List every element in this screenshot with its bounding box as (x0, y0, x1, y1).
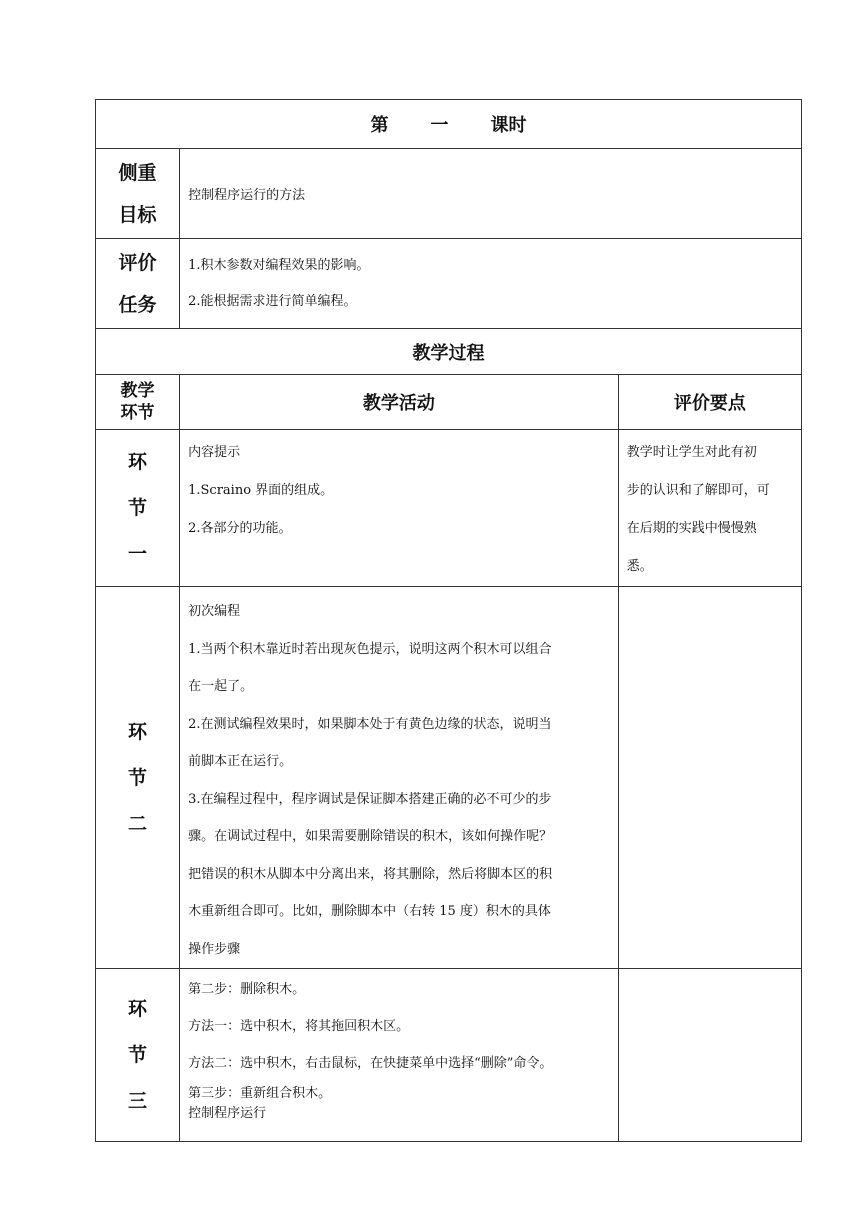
activity-column-header: 教学活动 (180, 375, 619, 430)
stage-row-2 (96, 587, 802, 969)
stage-1-label: 环 节 一 (96, 430, 180, 587)
stage-3-activity (180, 969, 619, 1142)
activity-line: 3.在编程过程中，程序调试是保证脚本搭建正确的必不可少的步 (188, 791, 552, 807)
evaluation-row (96, 239, 802, 329)
stage-3-label: 环 节 三 (96, 969, 180, 1142)
title-row (96, 100, 802, 149)
column-header-row (96, 375, 802, 430)
activity-tail-line: 控制程序运行 (188, 1106, 267, 1121)
activity-line: 把错误的积木从脚本中分离出来，将其删除，然后将脚本区的积 (188, 866, 553, 882)
activity-line: 第三步：重新组合积木。 (188, 1086, 332, 1101)
stage-2-activity (180, 587, 619, 969)
stage-row-3 (96, 969, 802, 1142)
evaluation-item: 1.积木参数对编程效果的影响。 (188, 257, 370, 273)
points-line: 在后期的实践中慢慢熟 (626, 521, 757, 536)
stage-1-points (618, 430, 801, 587)
lesson-title (96, 100, 802, 149)
activity-line: 木重新组合即可。比如，删除脚本中（右转 15 度）积木的具体 (188, 904, 551, 919)
evaluation-item: 2.能根据需求进行简单编程。 (188, 293, 357, 309)
stage-3-points (618, 969, 801, 1142)
title-part-2: 一 (430, 115, 449, 136)
activity-line: 1.Scraino 界面的组成。 (188, 483, 334, 498)
stage-1-activity (180, 430, 619, 587)
focus-row (96, 149, 802, 239)
activity-line: 第二步：删除积木。 (188, 982, 306, 997)
points-line: 步的认识和了解即可，可 (626, 483, 770, 498)
title-part-3: 课时 (490, 115, 527, 136)
stage-row-1 (96, 430, 802, 587)
evaluation-label: 评价 任务 (96, 239, 180, 329)
points-column-header: 评价要点 (618, 375, 801, 430)
activity-line: 初次编程 (188, 604, 241, 619)
stage-2-label: 环 节 二 (96, 587, 180, 969)
lesson-plan-table (95, 99, 802, 1142)
points-line: 教学时让学生对此有初 (626, 445, 757, 460)
process-title: 教学过程 (96, 329, 802, 375)
activity-line: 内容提示 (188, 445, 241, 460)
activity-line: 2.在测试编程效果时，如果脚本处于有黄色边缘的状态，说明当 (188, 716, 552, 732)
activity-line: 操作步骤 (188, 941, 241, 957)
activity-line: 1.当两个积木靠近时若出现灰色提示，说明这两个积木可以组合 (188, 641, 552, 657)
activity-line: 方法二：选中积木，右击鼠标，在快捷菜单中选择“删除”命令。 (188, 1056, 553, 1071)
title-part-1: 第 (370, 115, 389, 136)
activity-line: 在一起了。 (188, 679, 254, 694)
activity-line: 方法一：选中积木，将其拖回积木区。 (188, 1019, 410, 1034)
evaluation-content (180, 239, 802, 329)
points-line: 悉。 (626, 559, 653, 574)
process-title-row (96, 329, 802, 375)
focus-label: 侧重 目标 (96, 149, 180, 239)
activity-line: 前脚本正在运行。 (188, 754, 293, 769)
stage-2-points (618, 587, 801, 969)
focus-content: 控制程序运行的方法 (180, 149, 802, 239)
activity-line: 2.各部分的功能。 (188, 521, 292, 536)
activity-line: 骤。在调试过程中，如果需要删除错误的积木，该如何操作呢？ (188, 829, 553, 844)
stage-column-header: 教学 环节 (96, 375, 180, 430)
